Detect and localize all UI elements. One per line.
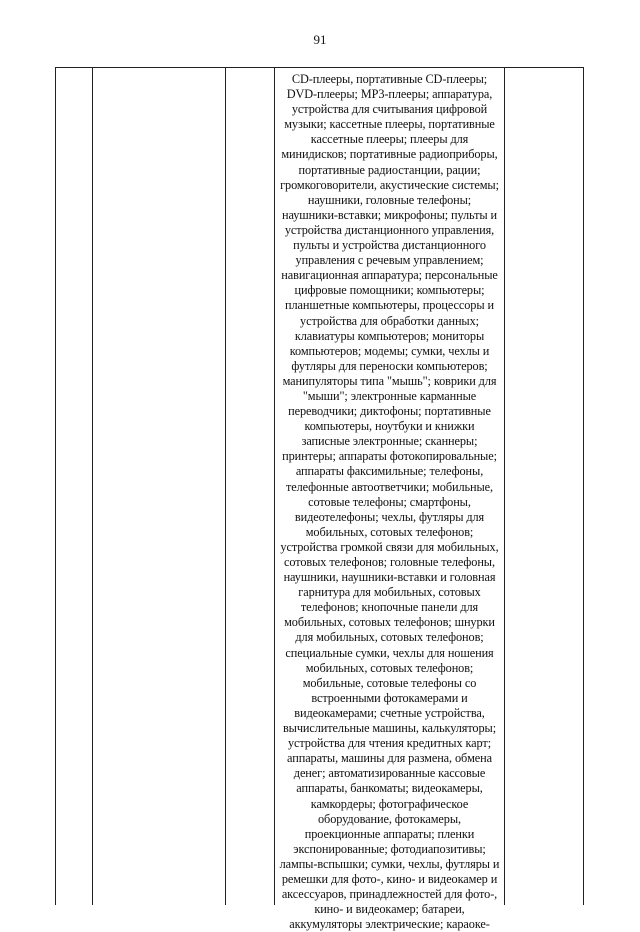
column-divider-2 bbox=[225, 68, 226, 905]
goods-list-line: кино- и видеокамер; батареи, bbox=[314, 902, 465, 917]
column-divider-4 bbox=[504, 68, 505, 905]
goods-list-line: "мыши"; электронные карманные bbox=[302, 388, 477, 403]
goods-list-line: сотовые телефоны; смартфоны, bbox=[308, 494, 471, 509]
goods-list-line: переводчики; диктофоны; портативные bbox=[288, 404, 491, 419]
goods-list-line: планшетные компьютеры, процессоры и bbox=[285, 298, 494, 313]
goods-list-line: минидисков; портативные радиоприборы, bbox=[281, 147, 498, 162]
goods-list-line: футляры для переноски компьютеров; bbox=[291, 358, 488, 373]
goods-list-line: видеотелефоны; чехлы, футляры для bbox=[294, 509, 485, 524]
goods-list-line: музыки; кассетные плееры, портативные bbox=[284, 117, 495, 132]
goods-list-line: устройства для чтения кредитных карт; bbox=[287, 736, 492, 751]
document-table bbox=[55, 67, 584, 932]
goods-list-line: устройства громкой связи для мобильных, bbox=[280, 539, 499, 554]
page-number: 91 bbox=[313, 32, 327, 47]
goods-list-line: устройства дистанционного управления, bbox=[284, 222, 495, 237]
goods-list-line: для мобильных, сотовых телефонов; bbox=[295, 630, 484, 645]
goods-list-line: цифровые помощники; компьютеры; bbox=[294, 283, 485, 298]
goods-list-line: портативные радиостанции, рации; bbox=[298, 162, 481, 177]
goods-list-line: аксессуаров, принадлежностей для фото-, bbox=[281, 887, 498, 902]
goods-list-line: проекционные аппараты; пленки bbox=[304, 826, 475, 841]
goods-list-line: аппараты, банкоматы; видеокамеры, bbox=[296, 781, 483, 796]
goods-list-line: наушники, наушники-вставки и головная bbox=[283, 570, 496, 585]
goods-list-line: наушники-вставки; микрофоны; пульты и bbox=[281, 207, 497, 222]
goods-list-cell bbox=[275, 72, 504, 932]
goods-list-line: кассетные плееры; плееры для bbox=[310, 132, 469, 147]
goods-list-line: специальные сумки, чехлы для ношения bbox=[285, 645, 494, 660]
goods-list-line: оборудование, фотокамеры, bbox=[318, 811, 461, 826]
goods-list-line: аккумуляторы электрические; караоке- bbox=[289, 917, 490, 932]
goods-list-line: устройства для считывания цифровой bbox=[291, 102, 488, 117]
goods-list-line: записные электронные; сканнеры; bbox=[301, 434, 478, 449]
goods-list-line: принтеры; аппараты фотокопировальные; bbox=[282, 449, 497, 464]
goods-list-line: аппараты, машины для размена, обмена bbox=[287, 751, 492, 766]
goods-list-line: навигационная аппаратура; персональные bbox=[281, 268, 498, 283]
goods-list-line: денег; автоматизированные кассовые bbox=[293, 766, 486, 781]
goods-list-line: наушники, головные телефоны; bbox=[307, 192, 472, 207]
goods-list-line: клавиатуры компьютеров; мониторы bbox=[294, 328, 485, 343]
goods-list-line: компьютеров; модемы; сумки, чехлы и bbox=[289, 343, 490, 358]
goods-list-line: экспонированные; фотодиапозитивы; bbox=[293, 841, 486, 856]
goods-list-line: гарнитура для мобильных, сотовых bbox=[298, 585, 481, 600]
goods-list-line: громкоговорители, акустические системы; bbox=[280, 177, 499, 192]
goods-list-line: устройства для обработки данных; bbox=[300, 313, 479, 328]
goods-list-line: телефонов; кнопочные панели для bbox=[300, 600, 479, 615]
goods-list-line: манипуляторы типа "мышь"; коврики для bbox=[282, 373, 497, 388]
goods-list-line: телефонные автоответчики; мобильные, bbox=[286, 479, 493, 494]
goods-list-line: пульты и устройства дистанционного bbox=[293, 238, 486, 253]
goods-list-line: ремешки для фото-, кино- и видеокамер и bbox=[281, 871, 498, 886]
column-divider-1 bbox=[92, 68, 93, 905]
goods-list-line: лампы-вспышки; сумки, чехлы, футляры и bbox=[279, 856, 500, 871]
goods-list-line: DVD-плееры; MP3-плееры; аппаратура, bbox=[286, 87, 493, 102]
goods-list-line: мобильных, сотовых телефонов; bbox=[305, 524, 474, 539]
goods-list-line: мобильных, сотовых телефонов; шнурки bbox=[284, 615, 495, 630]
goods-list-line: компьютеры, ноутбуки и книжки bbox=[304, 419, 475, 434]
goods-list-line: мобильных, сотовых телефонов; bbox=[305, 660, 474, 675]
goods-list-line: видеокамерами; счетные устройства, bbox=[294, 705, 485, 720]
goods-list-line: сотовых телефонов; головные телефоны, bbox=[284, 555, 495, 569]
goods-list-line: мобильные, сотовые телефоны со bbox=[302, 675, 477, 690]
goods-list-line: управления с речевым управлением; bbox=[295, 253, 484, 268]
goods-list-line: камкордеры; фотографическое bbox=[310, 796, 469, 811]
goods-list-line: аппараты факсимильные; телефоны, bbox=[295, 464, 484, 479]
goods-list-line: вычислительные машины, калькуляторы; bbox=[282, 721, 497, 736]
goods-list-line: встроенными фотокамерами и bbox=[311, 690, 468, 705]
goods-list-line: CD-плееры, портативные CD-плееры; bbox=[291, 72, 488, 86]
